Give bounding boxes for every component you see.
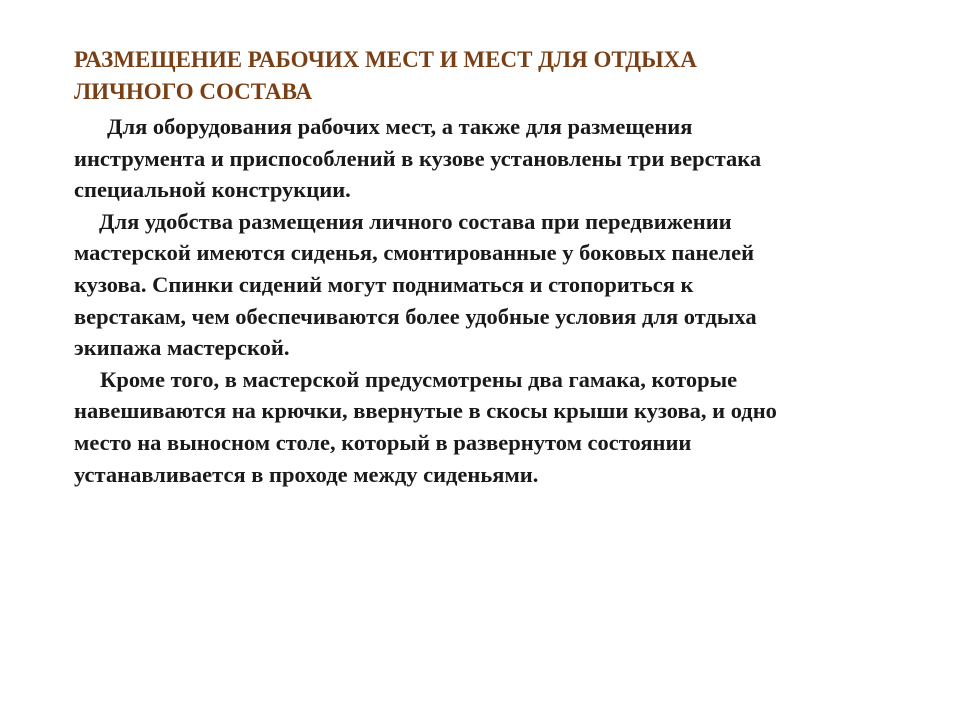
paragraph-seats: [74, 206, 924, 364]
paragraph-line: Кроме того, в мастерской предусмотрены два гамака, которые: [100, 366, 738, 392]
paragraph-line: инструмента и приспособлений в кузове установлены три верстака: [74, 145, 762, 171]
title-line: РАЗМЕЩЕНИЕ РАБОЧИХ МЕСТ И МЕСТ ДЛЯ ОТДЫХА: [74, 47, 697, 72]
slide-title: [74, 44, 894, 108]
title-line: ЛИЧНОГО СОСТАВА: [74, 79, 313, 104]
paragraph-line: специальной конструкции.: [74, 177, 351, 203]
slide-body: [74, 111, 924, 490]
paragraph-line: мастерской имеются сиденья, смонтированные у боковых панелей: [74, 240, 755, 266]
paragraph-line: навешиваются на крючки, ввернутые в скосы крыши кузова, и одно: [74, 398, 777, 424]
paragraph-line: устанавливается в проходе между сиденьями.: [74, 461, 539, 487]
paragraph-line: Для оборудования рабочих мест, а также для размещения: [107, 114, 693, 139]
paragraph-line: место на выносном столе, который в развернутом состоянии: [74, 429, 692, 455]
paragraph-line: верстакам, чем обеспечиваются более удобные условия для отдыха: [74, 303, 757, 329]
paragraph-line: Для удобства размещения личного состава при передвижении: [99, 208, 732, 234]
paragraph-line: кузова. Спинки сидений могут подниматься и стопориться к: [74, 271, 694, 297]
paragraph-hammocks: [74, 364, 924, 490]
paragraph-line: экипажа мастерской.: [74, 335, 290, 361]
paragraph-workbenches: [74, 111, 924, 206]
